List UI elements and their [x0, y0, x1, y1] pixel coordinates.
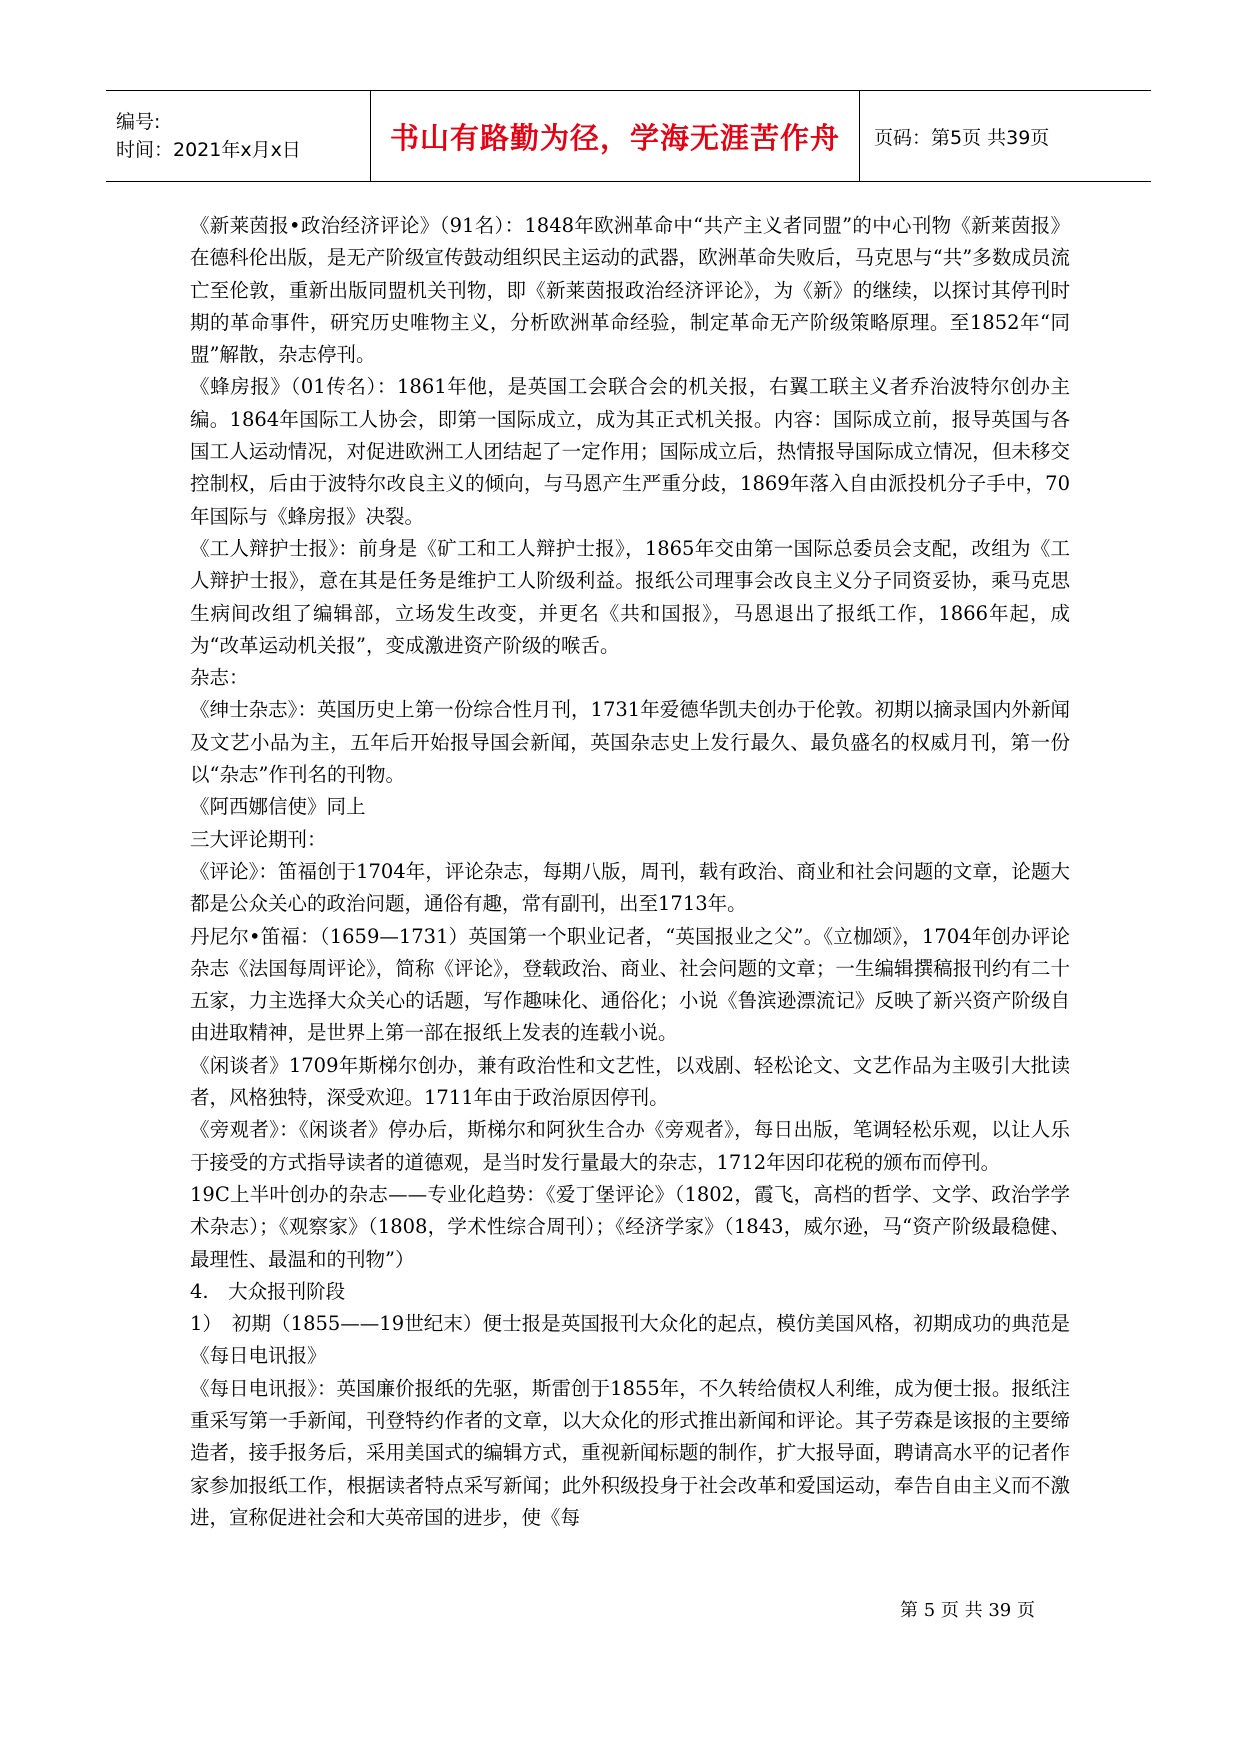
paragraph: 《闲谈者》1709年斯梯尔创办，兼有政治性和文艺性，以戏剧、轻松论文、文艺作品为主吸引大批读者，风格独特，深受欢迎。1711年由于政治原因停刊。 — [190, 1053, 1070, 1110]
header-info — [106, 91, 370, 181]
motto: 书山有路勤为径，学海无涯苦作舟 — [389, 120, 840, 155]
page-footer: 第 5 页 共 39 页 — [900, 1600, 1035, 1621]
paragraph: 《绅士杂志》：英国历史上第一份综合性月刊，1731年爱德华凯夫创办于伦敦。初期以摘录国内外新闻及文艺小品为主，五年后开始报导国会新闻，英国杂志史上发行最久、最负盛名的权威月刊，第一份以“杂志”作刊名的刊物。 — [190, 698, 1070, 787]
paragraph: 19C上半叶创办的杂志——专业化趋势：《爱丁堡评论》（1802，霞飞，高档的哲学、文学、政治学学术杂志）；《观察家》（1808，学术性综合周刊）；《经济学家》（1843，威尔逊，马“资产阶级最稳健、最理性、最温和的刊物”） — [190, 1182, 1070, 1271]
paragraph: 《每日电讯报》：英国廉价报纸的先驱，斯雷创于1855年，不久转给债权人利维，成为便士报。报纸注重采写第一手新闻，刊登特约作者的文章，以大众化的形式推出新闻和评论。其子劳森是该报的主要缔造者，接手报务后，采用美国式的编辑方式，重视新闻标题的制作，扩大报导面，聘请高水平的记者作家参加报纸工作，根据读者特点采写新闻；此外积级投身于社会改革和爱国运动，奉告自由主义而不激进，宣称促进社会和大英帝国的进步，使《每 — [190, 1376, 1070, 1529]
paragraph: 《评论》：笛福创于1704年，评论杂志，每期八版，周刊，载有政治、商业和社会问题的文章，论题大都是公众关心的政治问题，通俗有趣，常有副刊，出至1713年。 — [190, 859, 1070, 916]
section-heading: 杂志： — [190, 666, 249, 690]
document-time: 时间：2021年x月x日 — [116, 139, 301, 161]
paragraph: 《蜂房报》（01传名）：1861年他，是英国工会联合会的机关报，右翼工联主义者乔治波特尔创办主编。1864年国际工人协会，即第一国际成立，成为其正式机关报。内容：国际成立前，报导英国与各国工人运动情况，对促进欧洲工人团结起了一定作用；国际成立后，热情报导国际成立情况，但未移交控制权，后由于波特尔改良主义的倾向，与马恩产生严重分歧，1869年落入自由派投机分子手中，70年国际与《蜂房报》决裂。 — [190, 375, 1070, 528]
document-body — [190, 210, 1070, 1534]
section-heading: 4. 大众报刊阶段 — [190, 1279, 346, 1303]
paragraph: 《旁观者》：《闲谈者》停办后，斯梯尔和阿狄生合办《旁观者》，每日出版，笔调轻松乐观，以让人乐于接受的方式指导读者的道德观，是当时发行量最大的杂志，1712年因印花税的颁布而停刊。 — [190, 1118, 1070, 1174]
paragraph: 1） 初期（1855——19世纪末）便士报是英国报刊大众化的起点，模仿美国风格，初期成功的典范是《每日电讯报》 — [190, 1312, 1070, 1368]
paragraph: 丹尼尔•笛福：（1659—1731）英国第一个职业记者，“英国报业之父”。《立枷颂》，1704年创办评论杂志《法国每周评论》，简称《评论》，登载政治、商业、社会问题的文章；一生编辑撰稿报刊约有二十五家，力主选择大众关心的话题，写作趣味化、通俗化；小说《鲁滨逊漂流记》反映了新兴资产阶级自由进取精神，是世界上第一部在报纸上发表的连载小说。 — [190, 924, 1070, 1045]
header-page-number: 页码：第5页 共39页 — [874, 126, 1050, 149]
page-header — [106, 90, 1151, 182]
paragraph: 《工人辩护士报》：前身是《矿工和工人辩护士报》，1865年交由第一国际总委员会支配，改组为《工人辩护士报》，意在其是任务是维护工人阶级利益。报纸公司理事会改良主义分子同资妥协，乘马克思生病间改组了编辑部，立场发生改变，并更名《共和国报》，马恩退出了报纸工作，1866年起，成为“改革运动机关报”，变成激进资产阶级的喉舌。 — [190, 536, 1070, 657]
paragraph: 《阿西娜信使》同上 — [190, 795, 366, 819]
paragraph: 《新莱茵报•政治经济评论》（91名）：1848年欧洲革命中“共产主义者同盟”的中心刊物《新莱茵报》在德科伦出版，是无产阶级宣传鼓动组织民主运动的武器，欧洲革命失败后，马克思与“共”多数成员流亡至伦敦，重新出版同盟机关刊物，即《新莱茵报政治经济评论》，为《新》的继续，以探讨其停刊时期的革命事件，研究历史唯物主义，分析欧洲革命经验，制定革命无产阶级策略原理。至1852年“同盟”解散，杂志停刊。 — [190, 214, 1070, 367]
header-motto-cell — [370, 91, 860, 181]
header-page-cell — [860, 91, 1151, 181]
section-heading: 三大评论期刊： — [190, 827, 327, 851]
document-number: 编号: — [116, 111, 161, 133]
